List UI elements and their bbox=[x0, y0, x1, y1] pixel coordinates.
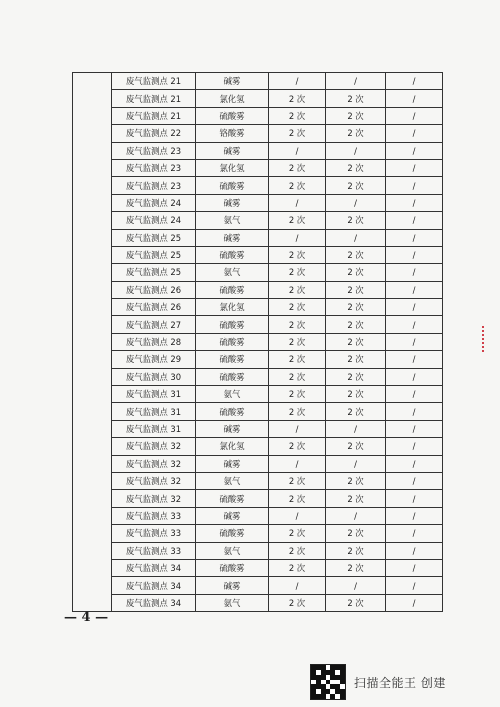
cell-pollutant: 硫酸雾 bbox=[196, 281, 269, 298]
table-row bbox=[73, 472, 443, 489]
cell-freq-c: / bbox=[386, 577, 443, 594]
cell-freq-c: / bbox=[386, 420, 443, 437]
cell-freq-a: 2 次 bbox=[269, 438, 326, 455]
cell-freq-a: / bbox=[269, 507, 326, 524]
blank-cell bbox=[73, 212, 112, 229]
cell-point: 废气监测点 29 bbox=[112, 351, 196, 368]
cell-freq-c: / bbox=[386, 229, 443, 246]
blank-cell bbox=[73, 438, 112, 455]
cell-freq-b: 2 次 bbox=[326, 281, 386, 298]
blank-cell bbox=[73, 229, 112, 246]
table-row bbox=[73, 420, 443, 437]
cell-point: 废气监测点 22 bbox=[112, 125, 196, 142]
table-row bbox=[73, 125, 443, 142]
cell-freq-b: / bbox=[326, 142, 386, 159]
cell-freq-a: 2 次 bbox=[269, 90, 326, 107]
cell-pollutant: 氯化氢 bbox=[196, 438, 269, 455]
cell-pollutant: 氯化氢 bbox=[196, 90, 269, 107]
cell-pollutant: 碱雾 bbox=[196, 194, 269, 211]
table-row bbox=[73, 525, 443, 542]
table-body bbox=[73, 73, 443, 612]
cell-pollutant: 硫酸雾 bbox=[196, 351, 269, 368]
cell-point: 废气监测点 21 bbox=[112, 90, 196, 107]
cell-point: 废气监测点 32 bbox=[112, 438, 196, 455]
cell-point: 废气监测点 23 bbox=[112, 142, 196, 159]
blank-cell bbox=[73, 177, 112, 194]
table-row bbox=[73, 73, 443, 90]
cell-freq-c: / bbox=[386, 299, 443, 316]
cell-freq-a: / bbox=[269, 142, 326, 159]
cell-freq-a: 2 次 bbox=[269, 351, 326, 368]
cell-freq-a: 2 次 bbox=[269, 316, 326, 333]
cell-freq-a: 2 次 bbox=[269, 246, 326, 263]
cell-pollutant: 碱雾 bbox=[196, 420, 269, 437]
table-row bbox=[73, 142, 443, 159]
blank-cell bbox=[73, 264, 112, 281]
cell-freq-a: 2 次 bbox=[269, 333, 326, 350]
cell-pollutant: 氨气 bbox=[196, 212, 269, 229]
cell-freq-c: / bbox=[386, 559, 443, 576]
cell-freq-a: 2 次 bbox=[269, 386, 326, 403]
cell-point: 废气监测点 31 bbox=[112, 386, 196, 403]
cell-point: 废气监测点 26 bbox=[112, 299, 196, 316]
cell-point: 废气监测点 25 bbox=[112, 246, 196, 263]
cell-point: 废气监测点 31 bbox=[112, 403, 196, 420]
cell-freq-a: 2 次 bbox=[269, 472, 326, 489]
cell-pollutant: 硫酸雾 bbox=[196, 368, 269, 385]
cell-freq-c: / bbox=[386, 455, 443, 472]
cell-pollutant: 碱雾 bbox=[196, 229, 269, 246]
cell-point: 废气监测点 32 bbox=[112, 472, 196, 489]
qr-code-icon bbox=[310, 664, 346, 700]
cell-freq-b: 2 次 bbox=[326, 316, 386, 333]
table-row bbox=[73, 212, 443, 229]
red-ink-mark bbox=[482, 326, 490, 352]
cell-freq-b: 2 次 bbox=[326, 125, 386, 142]
cell-pollutant: 氯化氢 bbox=[196, 299, 269, 316]
cell-freq-a: / bbox=[269, 194, 326, 211]
cell-freq-c: / bbox=[386, 507, 443, 524]
cell-freq-b: 2 次 bbox=[326, 264, 386, 281]
cell-point: 废气监测点 23 bbox=[112, 159, 196, 176]
cell-freq-a: 2 次 bbox=[269, 212, 326, 229]
cell-freq-a: 2 次 bbox=[269, 299, 326, 316]
table-row bbox=[73, 107, 443, 124]
blank-cell bbox=[73, 107, 112, 124]
cell-freq-a: 2 次 bbox=[269, 594, 326, 611]
cell-pollutant: 硫酸雾 bbox=[196, 490, 269, 507]
cell-freq-b: 2 次 bbox=[326, 351, 386, 368]
blank-cell bbox=[73, 420, 112, 437]
cell-freq-a: / bbox=[269, 229, 326, 246]
blank-cell bbox=[73, 246, 112, 263]
cell-freq-a: 2 次 bbox=[269, 559, 326, 576]
cell-freq-c: / bbox=[386, 194, 443, 211]
blank-cell bbox=[73, 159, 112, 176]
cell-freq-a: 2 次 bbox=[269, 264, 326, 281]
cell-freq-b: 2 次 bbox=[326, 177, 386, 194]
cell-point: 废气监测点 21 bbox=[112, 73, 196, 90]
cell-freq-a: 2 次 bbox=[269, 368, 326, 385]
table-row bbox=[73, 316, 443, 333]
cell-pollutant: 铬酸雾 bbox=[196, 125, 269, 142]
blank-cell bbox=[73, 351, 112, 368]
table-row bbox=[73, 507, 443, 524]
watermark-text: 扫描全能王 创建 bbox=[354, 675, 446, 690]
cell-freq-a: 2 次 bbox=[269, 107, 326, 124]
cell-freq-a: / bbox=[269, 73, 326, 90]
cell-pollutant: 硫酸雾 bbox=[196, 525, 269, 542]
cell-freq-a: 2 次 bbox=[269, 525, 326, 542]
cell-point: 废气监测点 23 bbox=[112, 177, 196, 194]
cell-freq-a: 2 次 bbox=[269, 177, 326, 194]
table-row bbox=[73, 455, 443, 472]
cell-freq-c: / bbox=[386, 142, 443, 159]
monitoring-table bbox=[72, 72, 443, 612]
blank-cell bbox=[73, 577, 112, 594]
cell-point: 废气监测点 32 bbox=[112, 490, 196, 507]
cell-freq-a: / bbox=[269, 577, 326, 594]
blank-cell bbox=[73, 507, 112, 524]
cell-freq-c: / bbox=[386, 212, 443, 229]
table-row bbox=[73, 577, 443, 594]
table-row bbox=[73, 351, 443, 368]
scanner-watermark bbox=[310, 664, 446, 700]
table-row bbox=[73, 559, 443, 576]
table-row bbox=[73, 299, 443, 316]
cell-point: 废气监测点 30 bbox=[112, 368, 196, 385]
cell-freq-b: / bbox=[326, 73, 386, 90]
cell-point: 废气监测点 26 bbox=[112, 281, 196, 298]
cell-freq-a: 2 次 bbox=[269, 125, 326, 142]
cell-freq-b: 2 次 bbox=[326, 525, 386, 542]
blank-cell bbox=[73, 403, 112, 420]
blank-cell bbox=[73, 194, 112, 211]
cell-freq-c: / bbox=[386, 403, 443, 420]
cell-pollutant: 硫酸雾 bbox=[196, 559, 269, 576]
cell-freq-b: 2 次 bbox=[326, 90, 386, 107]
cell-freq-c: / bbox=[386, 333, 443, 350]
blank-cell bbox=[73, 490, 112, 507]
table-row bbox=[73, 264, 443, 281]
cell-point: 废气监测点 25 bbox=[112, 229, 196, 246]
blank-cell bbox=[73, 281, 112, 298]
cell-freq-b: 2 次 bbox=[326, 159, 386, 176]
cell-point: 废气监测点 32 bbox=[112, 455, 196, 472]
cell-freq-c: / bbox=[386, 438, 443, 455]
table-row bbox=[73, 229, 443, 246]
cell-freq-c: / bbox=[386, 159, 443, 176]
cell-point: 废气监测点 31 bbox=[112, 420, 196, 437]
cell-freq-c: / bbox=[386, 246, 443, 263]
cell-pollutant: 硫酸雾 bbox=[196, 403, 269, 420]
cell-pollutant: 碱雾 bbox=[196, 577, 269, 594]
cell-freq-b: 2 次 bbox=[326, 472, 386, 489]
table-row bbox=[73, 438, 443, 455]
table-row bbox=[73, 594, 443, 611]
blank-cell bbox=[73, 559, 112, 576]
cell-freq-b: 2 次 bbox=[326, 333, 386, 350]
cell-freq-b: / bbox=[326, 507, 386, 524]
cell-freq-c: / bbox=[386, 107, 443, 124]
cell-freq-b: 2 次 bbox=[326, 490, 386, 507]
cell-freq-b: 2 次 bbox=[326, 368, 386, 385]
cell-freq-b: / bbox=[326, 577, 386, 594]
cell-pollutant: 硫酸雾 bbox=[196, 316, 269, 333]
cell-pollutant: 硫酸雾 bbox=[196, 246, 269, 263]
cell-point: 废气监测点 25 bbox=[112, 264, 196, 281]
cell-freq-b: 2 次 bbox=[326, 594, 386, 611]
table-row bbox=[73, 194, 443, 211]
cell-pollutant: 硫酸雾 bbox=[196, 333, 269, 350]
table-row bbox=[73, 368, 443, 385]
cell-pollutant: 硫酸雾 bbox=[196, 177, 269, 194]
cell-freq-b: / bbox=[326, 455, 386, 472]
blank-cell bbox=[73, 386, 112, 403]
cell-point: 废气监测点 28 bbox=[112, 333, 196, 350]
cell-pollutant: 氯化氢 bbox=[196, 159, 269, 176]
cell-freq-b: 2 次 bbox=[326, 246, 386, 263]
cell-freq-c: / bbox=[386, 90, 443, 107]
cell-pollutant: 碱雾 bbox=[196, 507, 269, 524]
cell-freq-c: / bbox=[386, 177, 443, 194]
cell-freq-c: / bbox=[386, 316, 443, 333]
table-row bbox=[73, 386, 443, 403]
table-row bbox=[73, 333, 443, 350]
blank-cell bbox=[73, 316, 112, 333]
cell-pollutant: 氨气 bbox=[196, 542, 269, 559]
cell-point: 废气监测点 33 bbox=[112, 542, 196, 559]
cell-freq-a: / bbox=[269, 420, 326, 437]
cell-freq-c: / bbox=[386, 73, 443, 90]
table-row bbox=[73, 177, 443, 194]
blank-cell bbox=[73, 594, 112, 611]
table-row bbox=[73, 281, 443, 298]
cell-freq-c: / bbox=[386, 281, 443, 298]
cell-freq-b: 2 次 bbox=[326, 299, 386, 316]
table-row bbox=[73, 403, 443, 420]
table-row bbox=[73, 159, 443, 176]
blank-cell bbox=[73, 73, 112, 90]
cell-point: 废气监测点 24 bbox=[112, 194, 196, 211]
blank-cell bbox=[73, 472, 112, 489]
blank-cell bbox=[73, 90, 112, 107]
cell-freq-b: 2 次 bbox=[326, 403, 386, 420]
cell-pollutant: 氨气 bbox=[196, 472, 269, 489]
cell-pollutant: 氨气 bbox=[196, 386, 269, 403]
cell-freq-b: 2 次 bbox=[326, 559, 386, 576]
cell-point: 废气监测点 21 bbox=[112, 107, 196, 124]
cell-freq-c: / bbox=[386, 368, 443, 385]
cell-pollutant: 氨气 bbox=[196, 594, 269, 611]
cell-point: 废气监测点 33 bbox=[112, 525, 196, 542]
blank-cell bbox=[73, 299, 112, 316]
cell-freq-b: 2 次 bbox=[326, 386, 386, 403]
cell-freq-b: 2 次 bbox=[326, 107, 386, 124]
cell-freq-a: 2 次 bbox=[269, 490, 326, 507]
cell-freq-c: / bbox=[386, 125, 443, 142]
blank-cell bbox=[73, 455, 112, 472]
blank-cell bbox=[73, 333, 112, 350]
cell-freq-c: / bbox=[386, 386, 443, 403]
cell-freq-a: 2 次 bbox=[269, 542, 326, 559]
blank-cell bbox=[73, 125, 112, 142]
cell-freq-c: / bbox=[386, 472, 443, 489]
cell-point: 废气监测点 34 bbox=[112, 577, 196, 594]
table-row bbox=[73, 490, 443, 507]
blank-cell bbox=[73, 368, 112, 385]
cell-freq-c: / bbox=[386, 542, 443, 559]
cell-point: 废气监测点 33 bbox=[112, 507, 196, 524]
cell-freq-b: 2 次 bbox=[326, 212, 386, 229]
cell-freq-c: / bbox=[386, 490, 443, 507]
cell-pollutant: 碱雾 bbox=[196, 455, 269, 472]
blank-cell bbox=[73, 542, 112, 559]
cell-point: 废气监测点 34 bbox=[112, 559, 196, 576]
cell-point: 废气监测点 24 bbox=[112, 212, 196, 229]
cell-pollutant: 碱雾 bbox=[196, 73, 269, 90]
cell-freq-a: 2 次 bbox=[269, 281, 326, 298]
blank-cell bbox=[73, 525, 112, 542]
cell-pollutant: 碱雾 bbox=[196, 142, 269, 159]
table-row bbox=[73, 542, 443, 559]
cell-point: 废气监测点 34 bbox=[112, 594, 196, 611]
cell-freq-b: / bbox=[326, 229, 386, 246]
page-number: — 4 — bbox=[64, 610, 109, 625]
cell-freq-c: / bbox=[386, 351, 443, 368]
cell-freq-a: / bbox=[269, 455, 326, 472]
cell-pollutant: 氨气 bbox=[196, 264, 269, 281]
table-row bbox=[73, 90, 443, 107]
cell-pollutant: 硫酸雾 bbox=[196, 107, 269, 124]
cell-freq-c: / bbox=[386, 525, 443, 542]
blank-cell bbox=[73, 142, 112, 159]
table-row bbox=[73, 246, 443, 263]
cell-point: 废气监测点 27 bbox=[112, 316, 196, 333]
cell-freq-a: 2 次 bbox=[269, 159, 326, 176]
cell-freq-b: 2 次 bbox=[326, 438, 386, 455]
cell-freq-c: / bbox=[386, 594, 443, 611]
cell-freq-b: / bbox=[326, 194, 386, 211]
cell-freq-c: / bbox=[386, 264, 443, 281]
cell-freq-b: / bbox=[326, 420, 386, 437]
cell-freq-b: 2 次 bbox=[326, 542, 386, 559]
cell-freq-a: 2 次 bbox=[269, 403, 326, 420]
